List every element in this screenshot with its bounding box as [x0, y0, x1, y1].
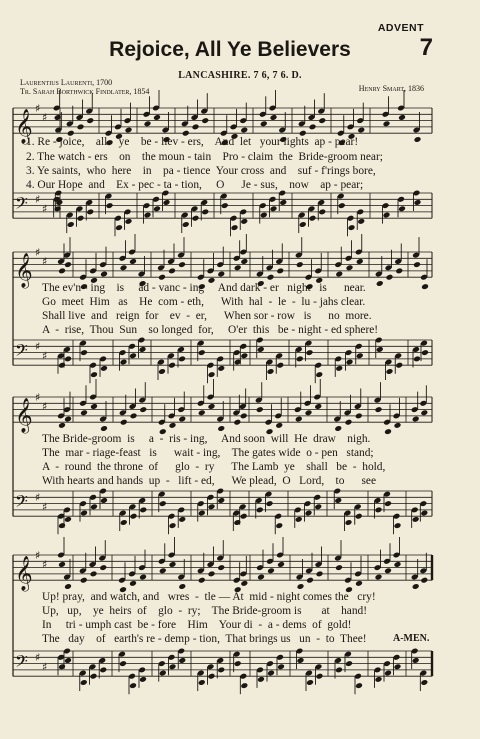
note-head	[384, 670, 392, 677]
note-head	[276, 362, 284, 369]
note-head	[201, 117, 209, 124]
note-head	[240, 513, 248, 520]
note-head	[260, 120, 268, 127]
sharp-icon: ♯	[35, 390, 41, 404]
note-head	[357, 218, 365, 225]
note-head	[386, 274, 394, 281]
note-head	[335, 271, 343, 278]
lyric-s3-v4: With hearts and hands up - lift - ed, We plead, O Lord, to see	[42, 475, 377, 487]
lyric-s4-v1: Up! pray, and watch, and wres - tle — At mid - night comes the cry!	[42, 591, 376, 603]
treble-clef-icon: 𝄞	[15, 253, 33, 289]
note-head	[58, 422, 66, 429]
note-head	[357, 127, 365, 134]
note-head	[305, 409, 313, 416]
note-head	[277, 663, 285, 670]
note-head	[100, 425, 108, 432]
note-head	[120, 264, 128, 271]
note-head	[67, 221, 75, 228]
note-head	[348, 224, 356, 231]
note-head	[90, 503, 98, 510]
note-head	[178, 356, 186, 363]
lyric-s3-v3: A - round the throne of glo - ry The Lamb ye shall be - hold,	[42, 461, 386, 473]
note-head	[159, 500, 167, 507]
note-head	[314, 403, 322, 410]
note-head	[234, 264, 242, 271]
note-head	[217, 564, 225, 571]
note-head	[315, 371, 323, 378]
note-head	[383, 120, 391, 127]
note-head	[158, 368, 166, 375]
note-head	[120, 359, 128, 366]
note-head	[240, 413, 248, 420]
note-head	[394, 422, 402, 429]
note-head	[421, 283, 429, 290]
sharp-icon: ♯	[42, 255, 48, 269]
note-head	[153, 114, 161, 121]
note-head	[159, 567, 167, 574]
note-head	[139, 507, 147, 514]
note-head	[297, 583, 305, 590]
note-head	[130, 513, 138, 520]
note-head	[334, 497, 342, 504]
note-head	[198, 577, 206, 584]
note-head	[169, 522, 177, 529]
note-head	[58, 522, 66, 529]
note-head	[129, 258, 137, 265]
bass-clef-icon: 𝄢	[15, 490, 28, 515]
note-head	[139, 676, 147, 683]
note-head	[58, 362, 66, 369]
note-head	[355, 413, 363, 420]
note-head	[129, 580, 137, 587]
lyric-s2-v2: Go meet Him as He com - eth, With hal - le - lu - jahs clear.	[42, 296, 366, 308]
note-head	[356, 258, 364, 265]
note-head	[345, 660, 353, 667]
note-head	[77, 124, 85, 131]
note-head	[257, 346, 265, 353]
amen-label: A-MEN.	[393, 633, 430, 644]
note-head	[386, 368, 394, 375]
lyric-s2-v1: The ev'n - ing is ad - vanc - ing And dark - er night is near.	[42, 282, 366, 294]
treble-clef-icon: 𝄞	[15, 398, 33, 434]
note-head	[356, 352, 364, 359]
lyric-s4-v4: The day of earth's re - demp - tion, That brings us un - to Thee!	[42, 633, 367, 645]
hymn-title: Rejoice, All Ye Believers	[109, 38, 351, 61]
note-head	[398, 114, 406, 121]
note-head	[309, 215, 317, 222]
note-head	[394, 561, 402, 568]
note-head	[153, 205, 161, 212]
note-head	[297, 657, 305, 664]
note-head	[240, 682, 248, 689]
sharp-icon: ♯	[35, 101, 41, 115]
note-head	[100, 497, 108, 504]
note-head	[277, 561, 285, 568]
note-head	[115, 224, 123, 231]
note-head	[64, 516, 72, 523]
note-head	[125, 127, 133, 134]
note-head	[86, 209, 94, 216]
note-head	[338, 202, 346, 209]
note-head	[208, 571, 216, 578]
note-head	[345, 519, 353, 526]
note-head	[375, 574, 383, 581]
note-head	[305, 510, 313, 517]
sharp-icon: ♯	[42, 111, 48, 125]
note-head	[309, 124, 317, 131]
note-head	[394, 522, 402, 529]
note-head	[169, 422, 177, 429]
note-head	[267, 368, 275, 375]
note-head	[335, 667, 343, 674]
note-head	[260, 212, 268, 219]
note-head	[217, 667, 225, 674]
note-head	[355, 513, 363, 520]
note-head	[90, 403, 98, 410]
note-head	[169, 663, 177, 670]
note-head	[168, 362, 176, 369]
note-head	[421, 349, 429, 356]
note-head	[129, 352, 137, 359]
lyric-s1-v3: 3. Ye saints, who here in pa - tience Your cross and suf - f'rings bore,	[26, 165, 376, 177]
note-head	[270, 205, 278, 212]
note-head	[217, 271, 225, 278]
note-head	[159, 670, 167, 677]
note-head	[376, 346, 384, 353]
note-head	[192, 124, 200, 131]
note-head	[240, 258, 248, 265]
sharp-icon: ♯	[35, 193, 41, 207]
note-head	[375, 676, 383, 683]
note-head	[80, 409, 88, 416]
note-head	[217, 497, 225, 504]
lyric-s3-v2: The mar - riage-feast is wait - ing, The gates wide o - pen stand;	[42, 447, 374, 459]
composer-credit: Henry Smart, 1836	[358, 84, 424, 93]
note-head	[279, 199, 287, 206]
note-head	[384, 500, 392, 507]
lyric-s1-v4: 4. Our Hope and Ex - pec - ta - tion, O Je - sus, now ap - pear;	[26, 179, 364, 191]
note-head	[316, 673, 324, 680]
note-head	[275, 522, 283, 529]
note-head	[375, 507, 383, 514]
note-head	[221, 202, 229, 209]
note-head	[182, 221, 190, 228]
bass-clef-icon: 𝄢	[15, 192, 28, 217]
note-head	[80, 679, 88, 686]
note-head	[217, 365, 225, 372]
note-head	[299, 221, 307, 228]
note-head	[355, 682, 363, 689]
note-head	[257, 574, 265, 581]
note-head	[306, 679, 314, 686]
note-head	[420, 679, 428, 686]
note-head	[345, 419, 353, 426]
note-head	[384, 428, 392, 435]
note-head	[64, 657, 72, 664]
note-head	[240, 218, 248, 225]
note-head	[198, 409, 206, 416]
note-head	[168, 268, 176, 275]
note-head	[54, 114, 62, 121]
note-head	[267, 567, 275, 574]
note-head	[412, 516, 420, 523]
note-head	[256, 406, 264, 413]
note-head	[86, 117, 94, 124]
note-head	[296, 356, 304, 363]
note-head	[412, 657, 420, 664]
note-head	[178, 583, 186, 590]
note-head	[58, 663, 66, 670]
note-head	[295, 516, 303, 523]
note-head	[178, 416, 186, 423]
note-head	[130, 413, 138, 420]
note-head	[201, 209, 209, 216]
note-head	[318, 117, 326, 124]
note-head	[99, 564, 107, 571]
note-head	[275, 422, 283, 429]
note-head	[192, 215, 200, 222]
note-head	[99, 667, 107, 674]
note-head	[58, 268, 66, 275]
translator-credit: Tr. Sarah Borthwick Findlater, 1854	[20, 87, 150, 96]
note-head	[414, 199, 422, 206]
note-head	[125, 218, 133, 225]
note-head	[198, 679, 206, 686]
note-head	[64, 416, 72, 423]
bass-clef-icon: 𝄢	[15, 339, 28, 364]
note-head	[120, 419, 128, 426]
note-head	[270, 114, 278, 121]
note-head	[100, 365, 108, 372]
lyric-s1-v2: 2. The watch - ers on the moun - tain Pro - claim the Bride-groom near;	[26, 151, 383, 163]
note-head	[198, 510, 206, 517]
note-head	[398, 205, 406, 212]
note-head	[346, 359, 354, 366]
note-head	[334, 425, 342, 432]
sharp-icon: ♯	[42, 558, 48, 572]
note-head	[80, 510, 88, 517]
sharp-icon: ♯	[42, 349, 48, 363]
note-head	[384, 567, 392, 574]
sharp-icon: ♯	[35, 340, 41, 354]
note-head	[144, 212, 152, 219]
sharp-icon: ♯	[42, 400, 48, 414]
note-head	[169, 561, 177, 568]
note-head	[139, 346, 147, 353]
note-head	[394, 663, 402, 670]
sharp-icon: ♯	[35, 491, 41, 505]
note-head	[208, 503, 216, 510]
note-head	[256, 507, 264, 514]
note-head	[314, 503, 322, 510]
treble-clef-icon: 𝄞	[15, 556, 33, 592]
note-head	[178, 516, 186, 523]
note-head	[178, 657, 186, 664]
note-head	[144, 120, 152, 127]
note-head	[412, 416, 420, 423]
note-head	[129, 682, 137, 689]
note-head	[355, 580, 363, 587]
note-head	[414, 136, 422, 143]
note-head	[139, 406, 147, 413]
note-head	[306, 349, 314, 356]
sharp-icon: ♯	[42, 202, 48, 216]
note-head	[413, 356, 421, 363]
sharp-icon: ♯	[35, 245, 41, 259]
note-head	[90, 673, 98, 680]
note-head	[100, 271, 108, 278]
note-head	[240, 352, 248, 359]
lyric-s2-v4: A - rise, Thou Sun so longed for, O'er this be - night - ed sphere!	[42, 324, 379, 336]
note-head	[376, 280, 384, 287]
tune-name: LANCASHIRE. 7 6, 7 6. D.	[178, 70, 302, 81]
note-head	[119, 660, 127, 667]
note-head	[80, 349, 88, 356]
lyric-s3-v1: The Bride-groom is a - ris - ing, And soon will He draw nigh.	[42, 433, 371, 445]
note-head	[90, 371, 98, 378]
note-head	[139, 574, 147, 581]
note-head	[208, 403, 216, 410]
author-credit: Laurentius Laurenti, 1700	[20, 78, 113, 87]
bass-clef-icon: 𝄢	[15, 650, 28, 675]
lyric-s4-v3: In tri - umph cast be - fore Him Your di - a - dems of gold!	[42, 619, 352, 631]
note-head	[412, 583, 420, 590]
note-head	[420, 577, 428, 584]
note-head	[80, 577, 88, 584]
note-head	[231, 224, 239, 231]
note-head	[58, 561, 66, 568]
lyric-s4-v2: Up, up, ye heirs of glo - ry; The Bride-groom is at hand!	[42, 605, 367, 617]
note-head	[234, 660, 242, 667]
note-head	[395, 362, 403, 369]
sharp-icon: ♯	[42, 500, 48, 514]
note-head	[217, 425, 225, 432]
note-head	[346, 264, 354, 271]
note-head	[267, 670, 275, 677]
hymn-number: 7	[419, 34, 433, 61]
note-head	[295, 416, 303, 423]
note-head	[77, 215, 85, 222]
sharp-icon: ♯	[35, 548, 41, 562]
note-head	[296, 261, 304, 268]
note-head	[413, 261, 421, 268]
season-label: ADVENT	[377, 22, 424, 34]
note-head	[90, 571, 98, 578]
lyric-s2-v3: Shall live and reign for ev - er, When sor - row is no more.	[42, 310, 372, 322]
note-head	[120, 519, 128, 526]
note-head	[208, 371, 216, 378]
sharp-icon: ♯	[35, 651, 41, 665]
lyric-s1-v1: 1. Re - joice, all ye be - liev - ers, And let your lights ap - pear!	[26, 136, 359, 148]
note-head	[198, 349, 206, 356]
note-head	[240, 580, 248, 587]
note-head	[163, 199, 171, 206]
note-head	[178, 261, 186, 268]
note-head	[233, 419, 241, 426]
note-head	[106, 202, 114, 209]
note-head	[420, 510, 428, 517]
note-head	[375, 406, 383, 413]
note-head	[335, 564, 343, 571]
note-head	[420, 409, 428, 416]
note-head	[266, 500, 274, 507]
note-head	[395, 268, 403, 275]
note-head	[306, 577, 314, 584]
note-head	[208, 673, 216, 680]
treble-clef-icon: 𝄞	[15, 109, 33, 145]
note-head	[257, 676, 265, 683]
note-head	[64, 261, 72, 268]
note-head	[316, 571, 324, 578]
note-head	[335, 365, 343, 372]
note-head	[383, 212, 391, 219]
note-head	[276, 268, 284, 275]
note-head	[64, 583, 72, 590]
note-head	[158, 274, 166, 281]
sharp-icon: ♯	[42, 660, 48, 674]
note-head	[64, 356, 72, 363]
note-head	[318, 209, 326, 216]
note-head	[240, 127, 248, 134]
note-head	[267, 274, 275, 281]
